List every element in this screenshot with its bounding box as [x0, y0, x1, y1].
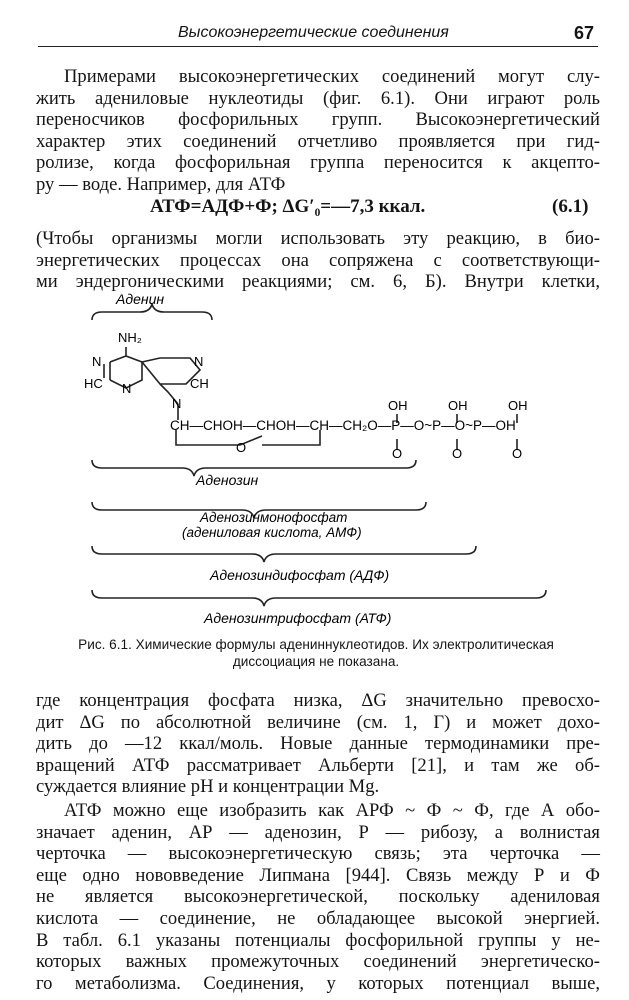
ring-atom-hc: HC — [84, 376, 103, 391]
sugar-phosphate-chain: CH—CHOH—CHOH—CH—CH₂O—P—O~P—O~P—OH — [170, 418, 516, 433]
text-line: характер этих соединений отчетливо проявляется при гид- — [36, 130, 600, 152]
body-paragraph-2 — [36, 800, 600, 994]
text-line: го метаболизма. Соединения, у которых потенциал выше, — [36, 972, 600, 994]
caption-line: Рис. 6.1. Химические формулы адениннуклеотидов. Их электролитическая — [78, 637, 554, 652]
text-line: еще одно нововведение Липмана [944]. Связь между Р и Ф — [36, 864, 600, 886]
caption-line: диссоциация не показана. — [232, 654, 400, 669]
adp-label: Аденозиндифосфат (АДФ) — [210, 567, 390, 583]
atp-label: Аденозинтрифосфат (АТФ) — [204, 610, 392, 626]
figure-caption — [36, 636, 596, 670]
text-line: ми эндергоническими реакциями; см. 6, Б). Внутри клетки, — [36, 271, 600, 293]
amp-sublabel: (адениловая кислота, АМФ) — [182, 525, 362, 540]
nh2-label: NH₂ — [118, 330, 142, 345]
text-line: дит ΔG по абсолютной величине (см. 1, Г) и может дохо- — [36, 711, 600, 733]
text-line: (Чтобы организмы могли использовать эту реакцию, в био- — [36, 228, 600, 249]
text-line: дить до —12 ккал/моль. Новые данные термодинамики пре- — [36, 733, 600, 755]
text-line: значает аденин, АР — аденозин, Р — рибозу, а волнистая — [36, 821, 600, 843]
equation-number: (6.1) — [552, 196, 589, 217]
text-line: черточка — высокоэнергетическую связь; эта черточка — — [36, 843, 600, 865]
phosphate-oxygen: O — [512, 446, 523, 461]
atp-brace — [92, 590, 546, 606]
text-line: суждается влияние pH и концентрации Mg. — [36, 776, 380, 798]
text-line: переносчиков фосфорильных групп. Высокоэнергетический — [36, 109, 600, 131]
text-line: ру — воде. Например, для АТФ — [36, 173, 286, 195]
phosphate-oxygen: O — [452, 446, 463, 461]
ring-oxygen: O — [236, 440, 247, 455]
adp-brace — [92, 546, 476, 562]
running-title: Высокоэнергетические соединения — [178, 24, 449, 41]
intro-paragraph — [36, 66, 600, 196]
oh-label: OH — [508, 398, 528, 413]
ring-atom-n9: N — [172, 396, 182, 411]
text-line: кислота — соединение, не обладающее высокой энергией. — [36, 907, 600, 929]
oh-label: OH — [448, 398, 468, 413]
text-line: ролизе, когда фосфорильная группа переносится к акцепто- — [36, 152, 600, 174]
amp-label: Аденозинмонофосфат — [200, 510, 348, 525]
text-line: где концентрация фосфата низка, ΔG значительно превосхо- — [36, 690, 600, 711]
figure-6-1 — [0, 280, 629, 640]
body-paragraph — [36, 690, 600, 798]
text-line: жить адениловые нуклеотиды (фиг. 6.1). Они играют роль — [36, 87, 600, 109]
page-number: 67 — [573, 23, 594, 43]
ring-atom-n7: N — [194, 354, 204, 369]
ring-atom-ch: CH — [190, 376, 209, 391]
text-line: В табл. 6.1 указаны потенциалы фосфорильной группы у не- — [36, 929, 600, 951]
text-line: АТФ можно еще изобразить как АРФ ~ Ф ~ Ф, где А обо- — [64, 800, 600, 821]
text-line: которых важных промежуточных соединений энергетическо- — [36, 951, 600, 973]
text-line: вращений АТФ рассматривает Альберти [21], и там же об- — [36, 754, 600, 776]
ring-atom-n3: N — [122, 381, 132, 396]
adenosine-label: Аденозин — [196, 472, 259, 488]
equation: АТФ=АДФ+Ф; ΔG′₀=—7,3 ккал. — [150, 196, 426, 217]
text-line: не является высокоэнергетической, поскольку адениловая — [36, 886, 600, 908]
nucleotide-structure-diagram — [0, 280, 629, 640]
running-header — [38, 22, 598, 47]
ring-atom-n1: N — [92, 354, 102, 369]
adenine-label: Аденин — [116, 291, 165, 307]
text-line: Примерами высокоэнергетических соединений могут слу- — [64, 66, 600, 87]
text-line: энергетических процессах она сопряжена с соответствующи- — [36, 249, 600, 271]
phosphate-oxygen: O — [392, 446, 403, 461]
oh-label: OH — [388, 398, 408, 413]
